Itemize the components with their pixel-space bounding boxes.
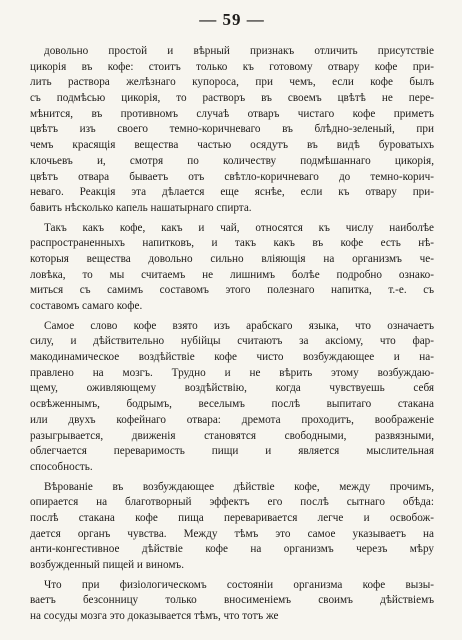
- text-line: опирается на благотворный эффектъ его послѣ сытнаго обѣда:: [30, 496, 434, 509]
- text-line: распространенныхъ напитковъ, и такъ какъ въ кофе есть нѣ-: [30, 237, 434, 250]
- text-line: лить раствора желѣзнаго купороса, при чемъ, если кофе былъ: [30, 76, 434, 89]
- text-line: послѣ стакана кофе пища переваривается легче и освобож-: [30, 511, 434, 524]
- text-line: анти-конгестивное дѣйствіе кофе на организмъ черезъ мѣру: [30, 543, 434, 556]
- text-line: неваго. Реакція эта дѣлается еще яснѣе, если къ отвару при-: [30, 186, 434, 199]
- text-line: ваетъ безсонницу только вносименіемъ своимъ дѣйствіемъ: [30, 594, 434, 607]
- text-line: миться съ самимъ составомъ этого полезнаго напитка, т.-е. съ: [30, 284, 434, 297]
- text-line: макодинамическое воздѣйствіе кофе чисто возбуждающее и на-: [30, 351, 434, 364]
- text-line: дается органъ чувства. Между тѣмъ это самое указываетъ на: [30, 527, 434, 540]
- paragraph: [30, 578, 434, 625]
- text-line: облегчается переваримость пищи и является мыслительная: [30, 445, 434, 458]
- text-line: съ подмѣсью цикорія, то растворъ въ своемъ цвѣтѣ не пере-: [30, 92, 434, 105]
- text-line: ловѣка, то мы считаемъ не лишнимъ болѣе подробно ознако-: [30, 268, 434, 281]
- text-line: Что при физіологическомъ состояніи организма кофе вызы-: [44, 578, 434, 591]
- paragraph: [30, 319, 434, 476]
- paragraph: [30, 221, 434, 315]
- text-line: довольно простой и вѣрный признакъ отличить присутствіе: [44, 45, 434, 57]
- text-line: способность.: [30, 460, 93, 473]
- text-line: цвѣтъ отвара бываетъ отъ свѣтло-коричневаго до темно-корич-: [30, 170, 434, 183]
- text-line: цикорія въ кофе: стоитъ только къ готовому отвару кофе при-: [30, 60, 434, 73]
- text-line: Такъ какъ кофе, какъ и чай, относятся къ числу наиболѣе: [44, 221, 434, 234]
- text-line: или двухъ кофейнаго отвара: дремота проходитъ, воображеніе: [30, 413, 434, 426]
- page-number: — 59 —: [199, 10, 265, 29]
- text-line: чемъ красящія вещества частью осядутъ въ видѣ буроватыхъ: [30, 139, 434, 152]
- paragraph: [30, 480, 434, 574]
- text-line: силу, и дѣйствительно нубійцы считаютъ за аксіому, что фар-: [30, 335, 434, 348]
- text-line: Вѣрованіе въ возбуждающее дѣйствіе кофе, между прочимъ,: [44, 480, 434, 493]
- text-line: мѣнится, въ противномъ случаѣ отваръ чистаго кофе приметъ: [30, 107, 434, 120]
- text-line: возбужденный пищей и виномъ.: [30, 559, 185, 571]
- text-line: Самое слово кофе взято изъ арабскаго языка, что означаетъ: [44, 319, 434, 332]
- text-line: освѣженнымъ, бодрымъ, веселымъ послѣ выпитаго стакана: [30, 398, 434, 411]
- body-text: [30, 44, 434, 625]
- text-line: правлено на мозгъ. Трудно и не вѣрить этому возбуждаю-: [30, 366, 434, 379]
- text-line: на сосуды мозга это доказывается тѣмъ, что тотъ же: [30, 610, 279, 623]
- text-line: клочьевъ и, смотря по количеству подмѣшаннаго цикорія,: [30, 154, 434, 167]
- text-line: щему, оживляющему воздѣйствію, когда чувствуешь себя: [30, 382, 434, 395]
- text-line: составомъ самаго кофе.: [30, 300, 143, 312]
- text-line: цвѣтъ изъ своего темно-коричневаго въ блѣдно-зеленый, при: [30, 123, 434, 136]
- text-line: разыгрывается, движенія становятся свободными, развязными,: [30, 429, 434, 442]
- text-line: которыя вещества довольно сильно вліяющія на организмъ че-: [30, 252, 434, 265]
- paragraph: [30, 44, 434, 217]
- text-line: бавить нѣсколько капель нашатырнаго спирта.: [30, 201, 252, 214]
